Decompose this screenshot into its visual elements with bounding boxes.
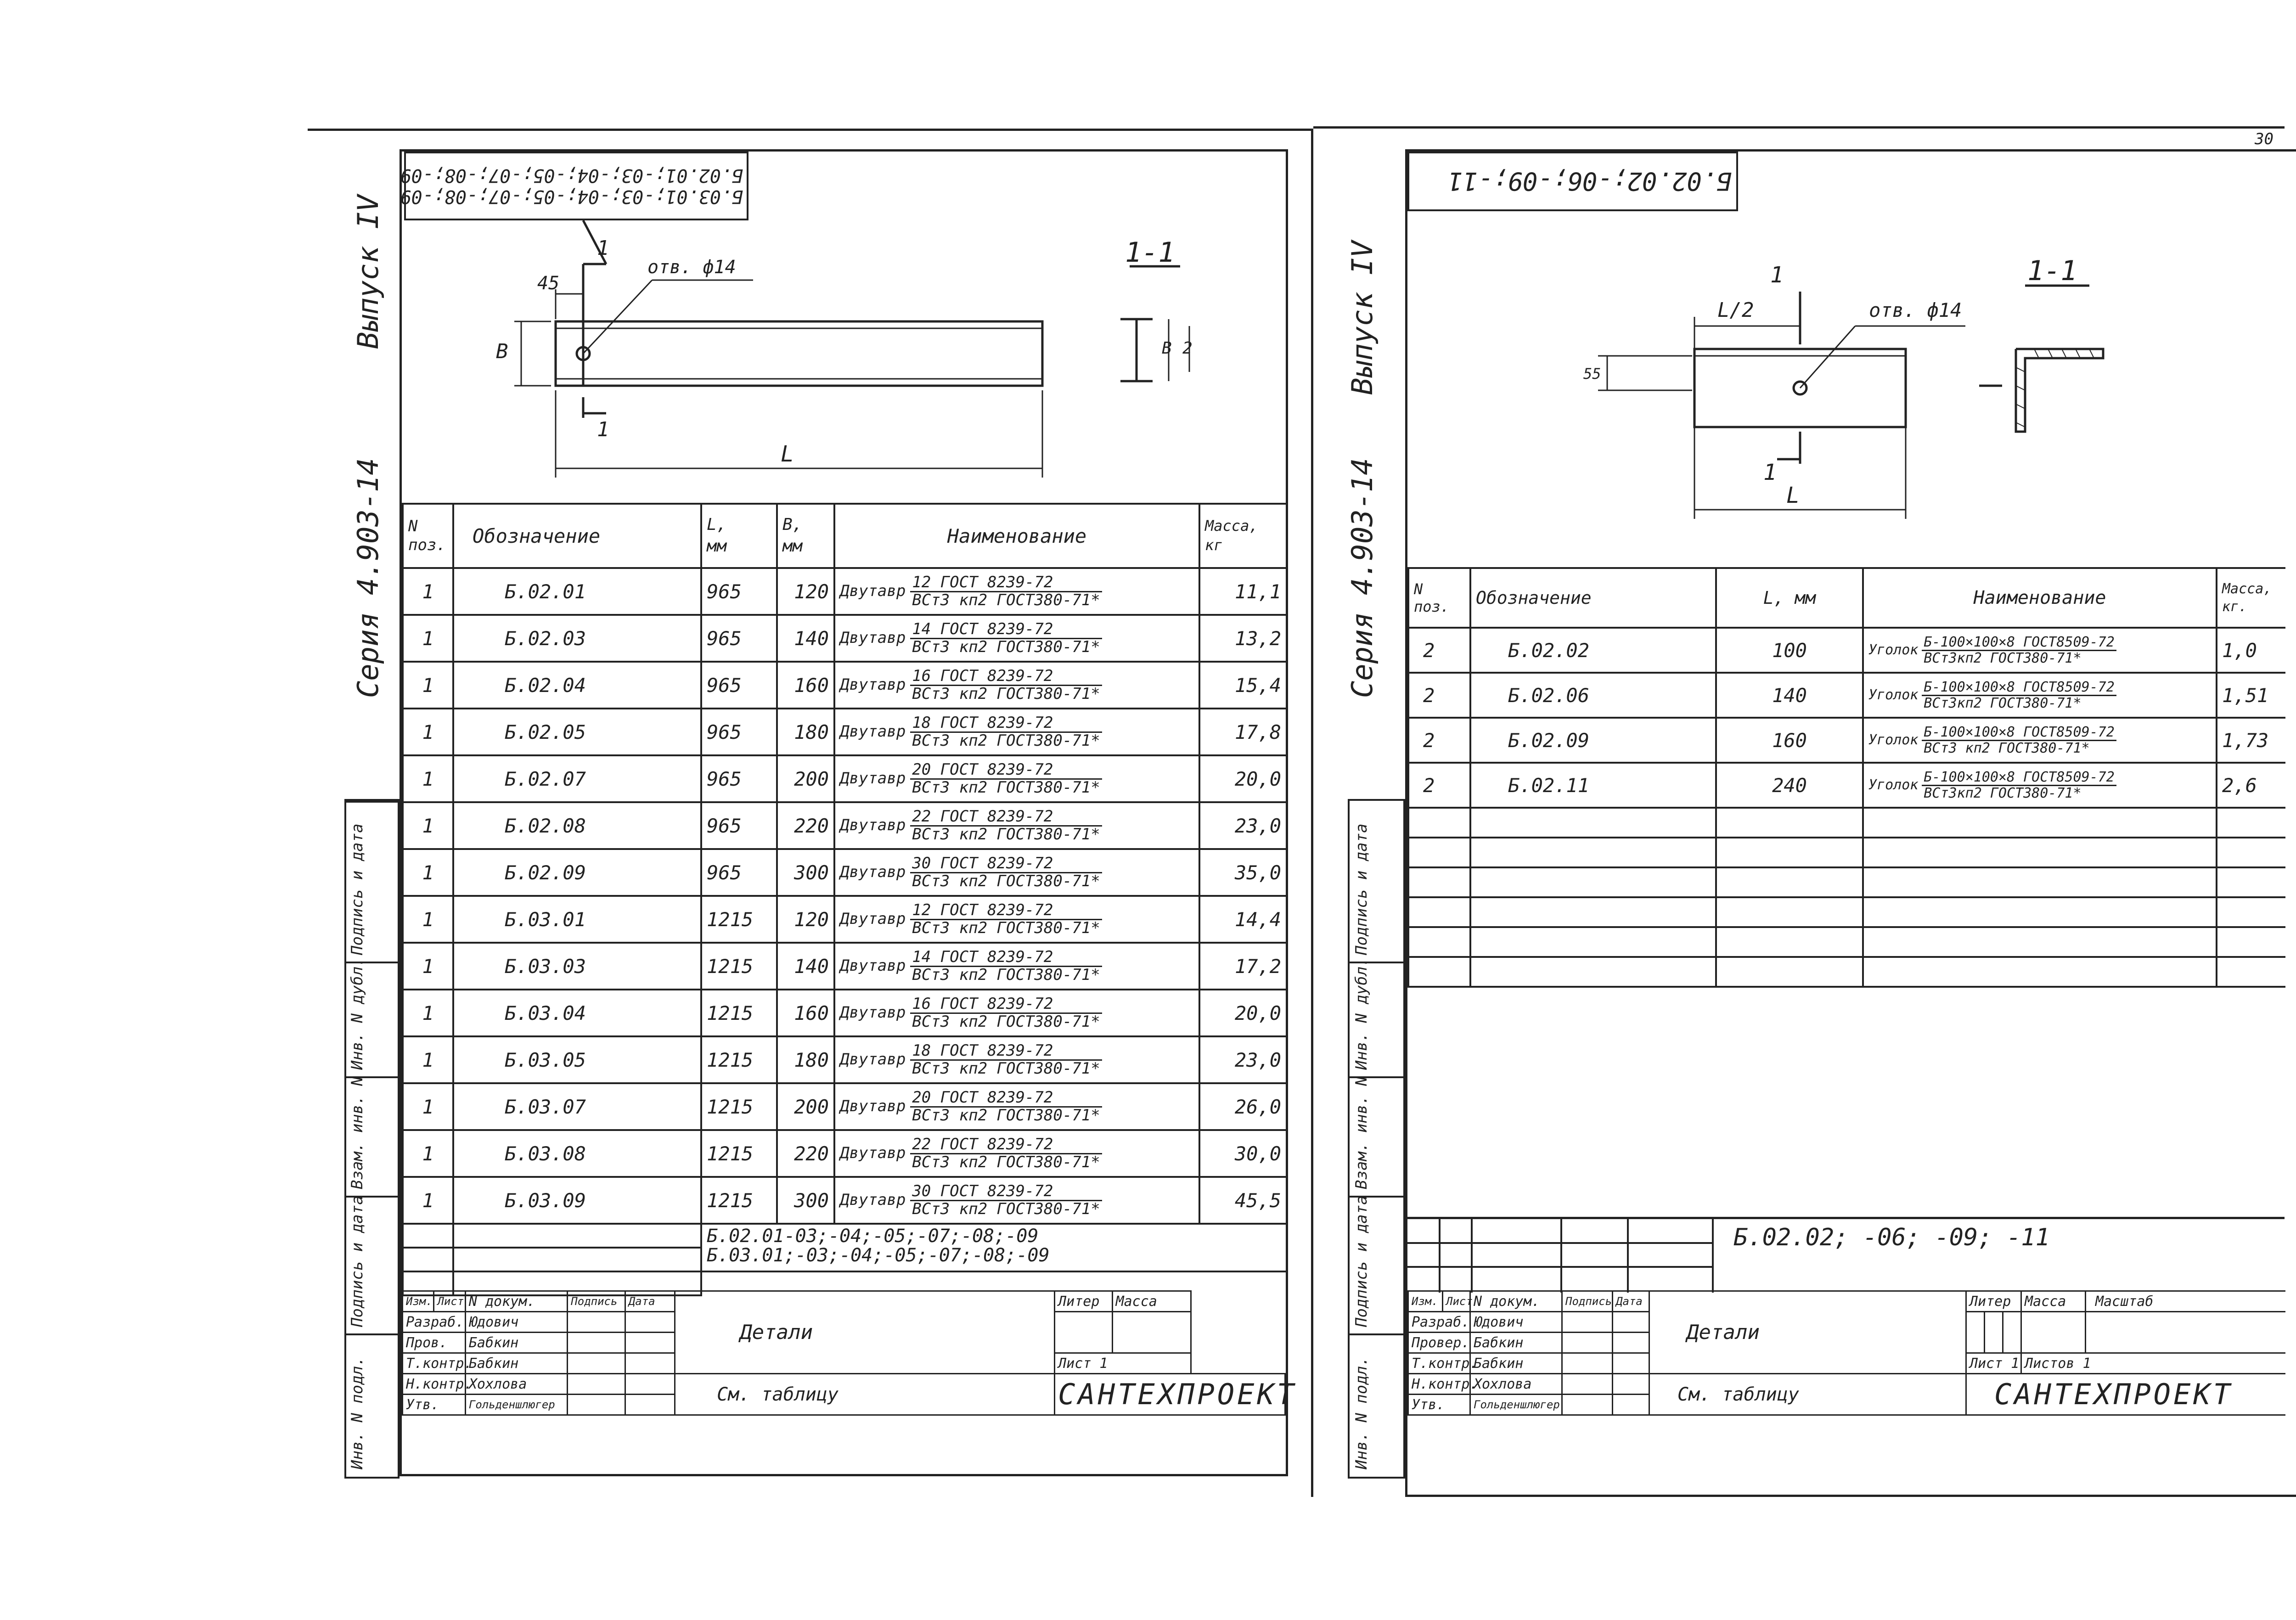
row-type: Уголок	[1868, 776, 1919, 793]
row-mass: 2,6	[2217, 763, 2285, 808]
left-header-name: Наименование	[834, 504, 1199, 568]
row-width: 120	[777, 896, 834, 943]
left-series-label: Серия 4.903-14	[351, 458, 385, 698]
row-length: 1215	[701, 990, 777, 1036]
right-header-pos: N поз.	[1408, 568, 1470, 628]
row-name	[834, 1036, 1199, 1083]
row-mass: 14,4	[1199, 896, 1287, 943]
row-profile: Б-100×100×8 ГОСТ8509-72	[1922, 635, 2116, 651]
row-width: 200	[777, 1083, 834, 1130]
left-strip-label-2: Подпись и дата	[348, 1195, 366, 1327]
left-stamp-name-3: Бабкин	[465, 1353, 567, 1374]
right-table-row	[1408, 628, 2285, 673]
right-stamp-h-sign: Подпись	[1562, 1291, 1613, 1312]
row-type: Двутавр	[840, 1143, 906, 1162]
row-pos: 1	[403, 755, 453, 802]
row-profile: 20 ГОСТ 8239-72	[910, 762, 1102, 780]
row-code: Б.03.05	[453, 1036, 701, 1083]
left-doc-codes	[701, 1224, 1287, 1271]
right-dim-L2: L/2	[1717, 298, 1754, 322]
row-pos: 1	[403, 709, 453, 755]
row-length: 140	[1716, 673, 1863, 718]
right-spec-table	[1407, 567, 2285, 988]
left-stamp-liter: Литер	[1055, 1291, 1112, 1312]
row-type: Двутавр	[840, 1003, 906, 1022]
row-type: Двутавр	[840, 722, 906, 741]
right-top-border	[1313, 126, 2285, 129]
right-stamp-name-1: Юдович	[1470, 1312, 1562, 1333]
row-code: Б.02.02	[1470, 628, 1716, 673]
row-length: 1215	[701, 896, 777, 943]
right-stamp-h-doc: N докум.	[1470, 1291, 1562, 1312]
row-name	[1863, 673, 2217, 718]
left-stamp-sheet: Лист 1	[1055, 1353, 1191, 1374]
row-steel: ВСт3кп2 ГОСТ380-71*	[1924, 695, 2082, 711]
row-length: 1215	[701, 1036, 777, 1083]
right-stamp-name-5: Гольденшлюгер	[1470, 1395, 1562, 1415]
row-profile: 12 ГОСТ 8239-72	[910, 574, 1102, 592]
row-mass: 1,51	[2217, 673, 2285, 718]
row-mass: 45,5	[1199, 1177, 1287, 1224]
row-profile: 14 ГОСТ 8239-72	[910, 621, 1102, 639]
row-width: 180	[777, 709, 834, 755]
right-dim-L: L	[1786, 483, 1800, 508]
row-steel: ВСт3 кп2 ГОСТ380-71*	[1924, 740, 2090, 756]
left-doc-code-line-1: Б.02.01-03;-04;-05;-07;-08;-09	[707, 1226, 1039, 1247]
row-type: Двутавр	[840, 628, 906, 647]
right-table-row	[1408, 673, 2285, 718]
left-stamp-role-3: Т.контр.	[403, 1353, 466, 1374]
row-length: 965	[701, 662, 777, 709]
row-width: 140	[777, 615, 834, 662]
left-doc-code-line-2: Б.03.01;-03;-04;-05;-07;-08;-09	[707, 1245, 1050, 1266]
row-steel: ВСт3 кп2 ГОСТ380-71*	[912, 637, 1100, 656]
row-code: Б.02.07	[453, 755, 701, 802]
row-name	[1863, 763, 2217, 808]
right-header-mass: Масса, кг.	[2217, 568, 2285, 628]
left-title-code-box	[400, 152, 748, 220]
row-length: 965	[701, 849, 777, 896]
left-table-row	[403, 1036, 1287, 1083]
row-code: Б.02.09	[453, 849, 701, 896]
row-mass: 1,73	[2217, 718, 2285, 763]
row-name	[834, 802, 1199, 849]
row-name	[834, 1130, 1199, 1177]
row-name	[834, 1177, 1199, 1224]
row-type: Двутавр	[840, 1097, 906, 1115]
left-table-row	[403, 1083, 1287, 1130]
row-width: 300	[777, 1177, 834, 1224]
row-name	[834, 755, 1199, 802]
row-pos: 1	[403, 662, 453, 709]
row-length: 240	[1716, 763, 1863, 808]
row-mass: 20,0	[1199, 755, 1287, 802]
right-stamp-role-4: Н.контр.	[1408, 1374, 1470, 1395]
row-pos: 1	[403, 568, 453, 615]
row-length: 1215	[701, 1177, 777, 1224]
right-dim-55: 55	[1583, 365, 1601, 382]
row-mass: 15,4	[1199, 662, 1287, 709]
left-table-row	[403, 802, 1287, 849]
left-table-row	[403, 568, 1287, 615]
left-stamp-role-4: Н.контр.	[403, 1374, 466, 1395]
row-name	[834, 568, 1199, 615]
row-steel: ВСт3 кп2 ГОСТ380-71*	[912, 918, 1100, 937]
row-code: Б.03.01	[453, 896, 701, 943]
left-strip-label-3: Взам. инв. N	[348, 1076, 366, 1189]
left-issue-label: Выпуск IV	[351, 195, 385, 349]
left-header-pos: N поз.	[403, 504, 453, 568]
left-stamp-h-doc: N докум.	[465, 1291, 567, 1312]
right-header-length: L, мм	[1716, 568, 1863, 628]
row-width: 160	[777, 990, 834, 1036]
left-section-mark-bottom: 1	[597, 418, 609, 441]
left-table-row	[403, 990, 1287, 1036]
right-stamp-liter: Литер	[1966, 1291, 2021, 1312]
left-stamp-mass: Масса	[1112, 1291, 1191, 1312]
row-profile: 20 ГОСТ 8239-72	[910, 1090, 1102, 1108]
row-pos: 2	[1408, 628, 1470, 673]
right-strip-label-1: Инв. N подл.	[1352, 1356, 1371, 1469]
row-width: 140	[777, 943, 834, 990]
right-stamp-sheet: Лист 1	[1966, 1353, 2021, 1374]
row-pos: 1	[403, 849, 453, 896]
right-stamp	[1407, 1290, 2285, 1416]
left-stamp-subtitle: См. таблицу	[675, 1374, 1055, 1415]
row-pos: 1	[403, 1130, 453, 1177]
row-code: Б.02.11	[1470, 763, 1716, 808]
left-header-width: В, мм	[777, 504, 834, 568]
row-pos: 1	[403, 615, 453, 662]
right-stamp-h-izm: Изм.	[1408, 1291, 1443, 1312]
row-code: Б.03.04	[453, 990, 701, 1036]
row-mass: 11,1	[1199, 568, 1287, 615]
row-profile: Б-100×100×8 ГОСТ8509-72	[1922, 770, 2116, 786]
right-series-label: Серия 4.903-14	[1345, 458, 1379, 698]
left-title-code-line-2: Б.02.01;-03;-04;-05;-07;-08;-09	[400, 165, 743, 186]
row-code: Б.02.06	[1470, 673, 1716, 718]
right-stamp-name-4: Хохлова	[1470, 1374, 1562, 1395]
left-spec-table	[402, 503, 1288, 1296]
row-profile: 22 ГОСТ 8239-72	[910, 1136, 1102, 1154]
row-type: Двутавр	[840, 909, 906, 928]
right-hole-label: отв. ф14	[1869, 299, 1962, 321]
left-hole-label: отв. ф14	[647, 257, 736, 278]
row-steel: ВСт3 кп2 ГОСТ380-71*	[912, 965, 1100, 984]
row-profile: 22 ГОСТ 8239-72	[910, 809, 1102, 827]
left-strip-label-4: Инв. N дубл.	[348, 957, 366, 1070]
row-pos: 1	[403, 943, 453, 990]
row-length: 1215	[701, 1083, 777, 1130]
row-mass: 20,0	[1199, 990, 1287, 1036]
left-strip-label-1: Инв. N подл.	[348, 1356, 366, 1469]
left-table-row	[403, 943, 1287, 990]
row-name	[834, 662, 1199, 709]
row-width: 180	[777, 1036, 834, 1083]
row-steel: ВСт3 кп2 ГОСТ380-71*	[912, 591, 1100, 609]
row-mass: 26,0	[1199, 1083, 1287, 1130]
right-table-row	[1408, 718, 2285, 763]
right-stamp-scale: Масштаб	[2086, 1291, 2285, 1312]
row-steel: ВСт3 кп2 ГОСТ380-71*	[912, 1106, 1100, 1125]
row-pos: 1	[403, 1083, 453, 1130]
row-width: 300	[777, 849, 834, 896]
row-steel: ВСт3 кп2 ГОСТ380-71*	[912, 778, 1100, 797]
left-stamp-role-1: Разраб.	[403, 1312, 466, 1333]
row-type: Двутавр	[840, 1190, 906, 1209]
row-pos: 2	[1408, 763, 1470, 808]
row-name	[834, 896, 1199, 943]
left-table-row	[403, 755, 1287, 802]
left-table-row	[403, 1177, 1287, 1224]
row-steel: ВСт3 кп2 ГОСТ380-71*	[912, 1012, 1100, 1031]
row-code: Б.02.09	[1470, 718, 1716, 763]
row-type: Уголок	[1868, 686, 1919, 703]
right-table-row	[1408, 763, 2285, 808]
row-pos: 2	[1408, 673, 1470, 718]
row-name	[1863, 628, 2217, 673]
row-code: Б.03.07	[453, 1083, 701, 1130]
row-profile: 12 ГОСТ 8239-72	[910, 902, 1102, 920]
left-section-dim-2: 2	[1182, 339, 1193, 358]
row-steel: ВСт3 кп2 ГОСТ380-71*	[912, 872, 1100, 890]
left-stamp-role-5: Утв.	[403, 1395, 466, 1415]
row-length: 965	[701, 568, 777, 615]
right-doc-code-top-line	[1407, 1217, 2285, 1219]
left-table-row	[403, 1130, 1287, 1177]
left-table-row	[403, 896, 1287, 943]
row-name	[834, 1083, 1199, 1130]
row-mass: 1,0	[2217, 628, 2285, 673]
right-angle-drawing	[1561, 248, 2204, 533]
row-type: Двутавр	[840, 956, 906, 975]
row-type: Двутавр	[840, 816, 906, 834]
row-pos: 1	[403, 802, 453, 849]
left-stamp-name-2: Бабкин	[465, 1333, 567, 1353]
right-stamp-sheets: Листов 1	[2021, 1353, 2285, 1374]
left-stamp-h-sign: Подпись	[568, 1291, 625, 1312]
row-length: 965	[701, 802, 777, 849]
left-header-length: L, мм	[701, 504, 777, 568]
right-section-title: 1-1	[2027, 255, 2077, 287]
row-name	[834, 615, 1199, 662]
left-table-row	[403, 615, 1287, 662]
row-name	[834, 849, 1199, 896]
row-steel: ВСт3 кп2 ГОСТ380-71*	[912, 1059, 1100, 1078]
row-length: 1215	[701, 1130, 777, 1177]
right-stamp-h-date: Дата	[1613, 1291, 1649, 1312]
row-profile: 18 ГОСТ 8239-72	[910, 715, 1102, 733]
row-type: Двутавр	[840, 581, 906, 600]
row-steel: ВСт3 кп2 ГОСТ380-71*	[912, 731, 1100, 750]
row-profile: 18 ГОСТ 8239-72	[910, 1043, 1102, 1061]
row-pos: 1	[403, 990, 453, 1036]
left-stamp-title: Детали	[675, 1291, 1055, 1374]
right-stamp-name-3: Бабкин	[1470, 1353, 1562, 1374]
right-strip-label-5: Подпись и дата	[1352, 823, 1371, 955]
row-name	[1863, 718, 2217, 763]
left-stamp-name-5: Гольденшлюгер	[465, 1395, 567, 1415]
row-profile: Б-100×100×8 ГОСТ8509-72	[1922, 725, 2116, 741]
left-dim-45: 45	[537, 273, 560, 294]
left-section-title: 1-1	[1125, 236, 1175, 269]
row-code: Б.03.09	[453, 1177, 701, 1224]
left-stamp-h-list: Лист	[434, 1291, 465, 1312]
right-doc-code-grid	[1407, 1219, 1713, 1293]
right-stamp-role-1: Разраб.	[1408, 1312, 1470, 1333]
right-stamp-name-2: Бабкин	[1470, 1333, 1562, 1353]
right-title-code-box	[1407, 152, 1738, 211]
row-type: Двутавр	[840, 862, 906, 881]
row-steel: ВСт3 кп2 ГОСТ380-71*	[912, 684, 1100, 703]
row-length: 100	[1716, 628, 1863, 673]
right-issue-label: Выпуск IV	[1345, 241, 1379, 395]
left-table-row	[403, 662, 1287, 709]
row-mass: 30,0	[1199, 1130, 1287, 1177]
left-stamp-name-4: Хохлова	[465, 1374, 567, 1395]
row-length: 160	[1716, 718, 1863, 763]
left-dim-L: L	[781, 441, 794, 467]
row-profile: 14 ГОСТ 8239-72	[910, 949, 1102, 967]
left-section-mark-top: 1	[597, 236, 609, 260]
row-steel: ВСт3кп2 ГОСТ380-71*	[1924, 650, 2082, 666]
left-stamp-company: САНТЕХПРОЕКТ	[1055, 1374, 1285, 1415]
right-header-designation: Обозначение	[1470, 568, 1716, 628]
right-stamp-subtitle: См. таблицу	[1649, 1374, 1966, 1415]
row-mass: 23,0	[1199, 1036, 1287, 1083]
left-header-designation: Обозначение	[453, 504, 701, 568]
left-strip-label-5: Подпись и дата	[348, 823, 366, 955]
row-mass: 17,2	[1199, 943, 1287, 990]
row-length: 965	[701, 615, 777, 662]
row-steel: ВСт3 кп2 ГОСТ380-71*	[912, 1153, 1100, 1171]
row-length: 965	[701, 755, 777, 802]
left-stamp-role-2: Пров.	[403, 1333, 466, 1353]
row-width: 120	[777, 568, 834, 615]
left-stamp-name-1: Юдович	[465, 1312, 567, 1333]
row-type: Уголок	[1868, 731, 1919, 748]
right-stamp-role-3: Т.контр.	[1408, 1353, 1470, 1374]
row-type: Двутавр	[840, 769, 906, 788]
row-pos: 1	[403, 1177, 453, 1224]
row-code: Б.02.05	[453, 709, 701, 755]
right-strip-label-3: Взам. инв. N	[1352, 1076, 1371, 1189]
right-doc-code: Б.02.02; -06; -09; -11	[1733, 1224, 2050, 1251]
row-length: 965	[701, 709, 777, 755]
row-pos: 1	[403, 896, 453, 943]
row-mass: 13,2	[1199, 615, 1287, 662]
row-type: Двутавр	[840, 1050, 906, 1069]
sheet-divider	[1311, 129, 1313, 1497]
row-steel: ВСт3 кп2 ГОСТ380-71*	[912, 1199, 1100, 1218]
row-steel: ВСт3кп2 ГОСТ380-71*	[1924, 785, 2082, 801]
right-stamp-company: САНТЕХПРОЕКТ	[1966, 1374, 2285, 1415]
row-steel: ВСт3 кп2 ГОСТ380-71*	[912, 825, 1100, 844]
left-stamp-h-izm: Изм.	[403, 1291, 434, 1312]
right-page-number: 30	[2255, 130, 2273, 148]
row-width: 220	[777, 802, 834, 849]
row-code: Б.03.08	[453, 1130, 701, 1177]
right-section-mark-bottom: 1	[1763, 460, 1777, 485]
row-code: Б.02.01	[453, 568, 701, 615]
right-stamp-h-list: Лист	[1443, 1291, 1470, 1312]
row-width: 220	[777, 1130, 834, 1177]
row-mass: 35,0	[1199, 849, 1287, 896]
left-dim-B: В	[496, 340, 508, 363]
left-table-row	[403, 849, 1287, 896]
left-title-code-line-1: Б.03.01;-03;-04;-05;-07;-08;-09	[400, 186, 743, 207]
row-code: Б.02.03	[453, 615, 701, 662]
row-width: 160	[777, 662, 834, 709]
right-header-name: Наименование	[1863, 568, 2217, 628]
right-strip-label-2: Подпись и дата	[1352, 1195, 1371, 1327]
right-stamp-mass: Масса	[2021, 1291, 2086, 1312]
right-stamp-role-2: Провер.	[1408, 1333, 1470, 1353]
right-strip-label-4: Инв. N дубл.	[1352, 957, 1371, 1070]
row-length: 1215	[701, 943, 777, 990]
row-name	[834, 943, 1199, 990]
row-mass: 23,0	[1199, 802, 1287, 849]
row-mass: 17,8	[1199, 709, 1287, 755]
row-profile: 30 ГОСТ 8239-72	[910, 1183, 1102, 1201]
right-title-code: Б.02.02;-06;-09;-11	[1448, 167, 1732, 196]
right-stamp-role-5: Утв.	[1408, 1395, 1470, 1415]
row-name	[834, 990, 1199, 1036]
left-stamp	[402, 1290, 1297, 1416]
row-profile: 16 ГОСТ 8239-72	[910, 996, 1102, 1014]
left-table-row	[403, 709, 1287, 755]
left-beam-drawing	[459, 220, 1263, 496]
row-code: Б.02.08	[453, 802, 701, 849]
right-section-mark-top: 1	[1770, 262, 1784, 288]
row-code: Б.03.03	[453, 943, 701, 990]
left-header-mass: Масса, кг	[1199, 504, 1287, 568]
left-stamp-h-date: Дата	[625, 1291, 675, 1312]
row-name	[834, 709, 1199, 755]
right-stamp-title: Детали	[1649, 1291, 1966, 1374]
row-profile: 16 ГОСТ 8239-72	[910, 668, 1102, 686]
row-pos: 2	[1408, 718, 1470, 763]
row-code: Б.02.04	[453, 662, 701, 709]
left-section-dim-B: В	[1162, 339, 1172, 358]
row-profile: Б-100×100×8 ГОСТ8509-72	[1922, 680, 2116, 696]
row-pos: 1	[403, 1036, 453, 1083]
row-profile: 30 ГОСТ 8239-72	[910, 855, 1102, 873]
row-width: 200	[777, 755, 834, 802]
row-type: Двутавр	[840, 675, 906, 694]
row-type: Уголок	[1868, 641, 1919, 658]
